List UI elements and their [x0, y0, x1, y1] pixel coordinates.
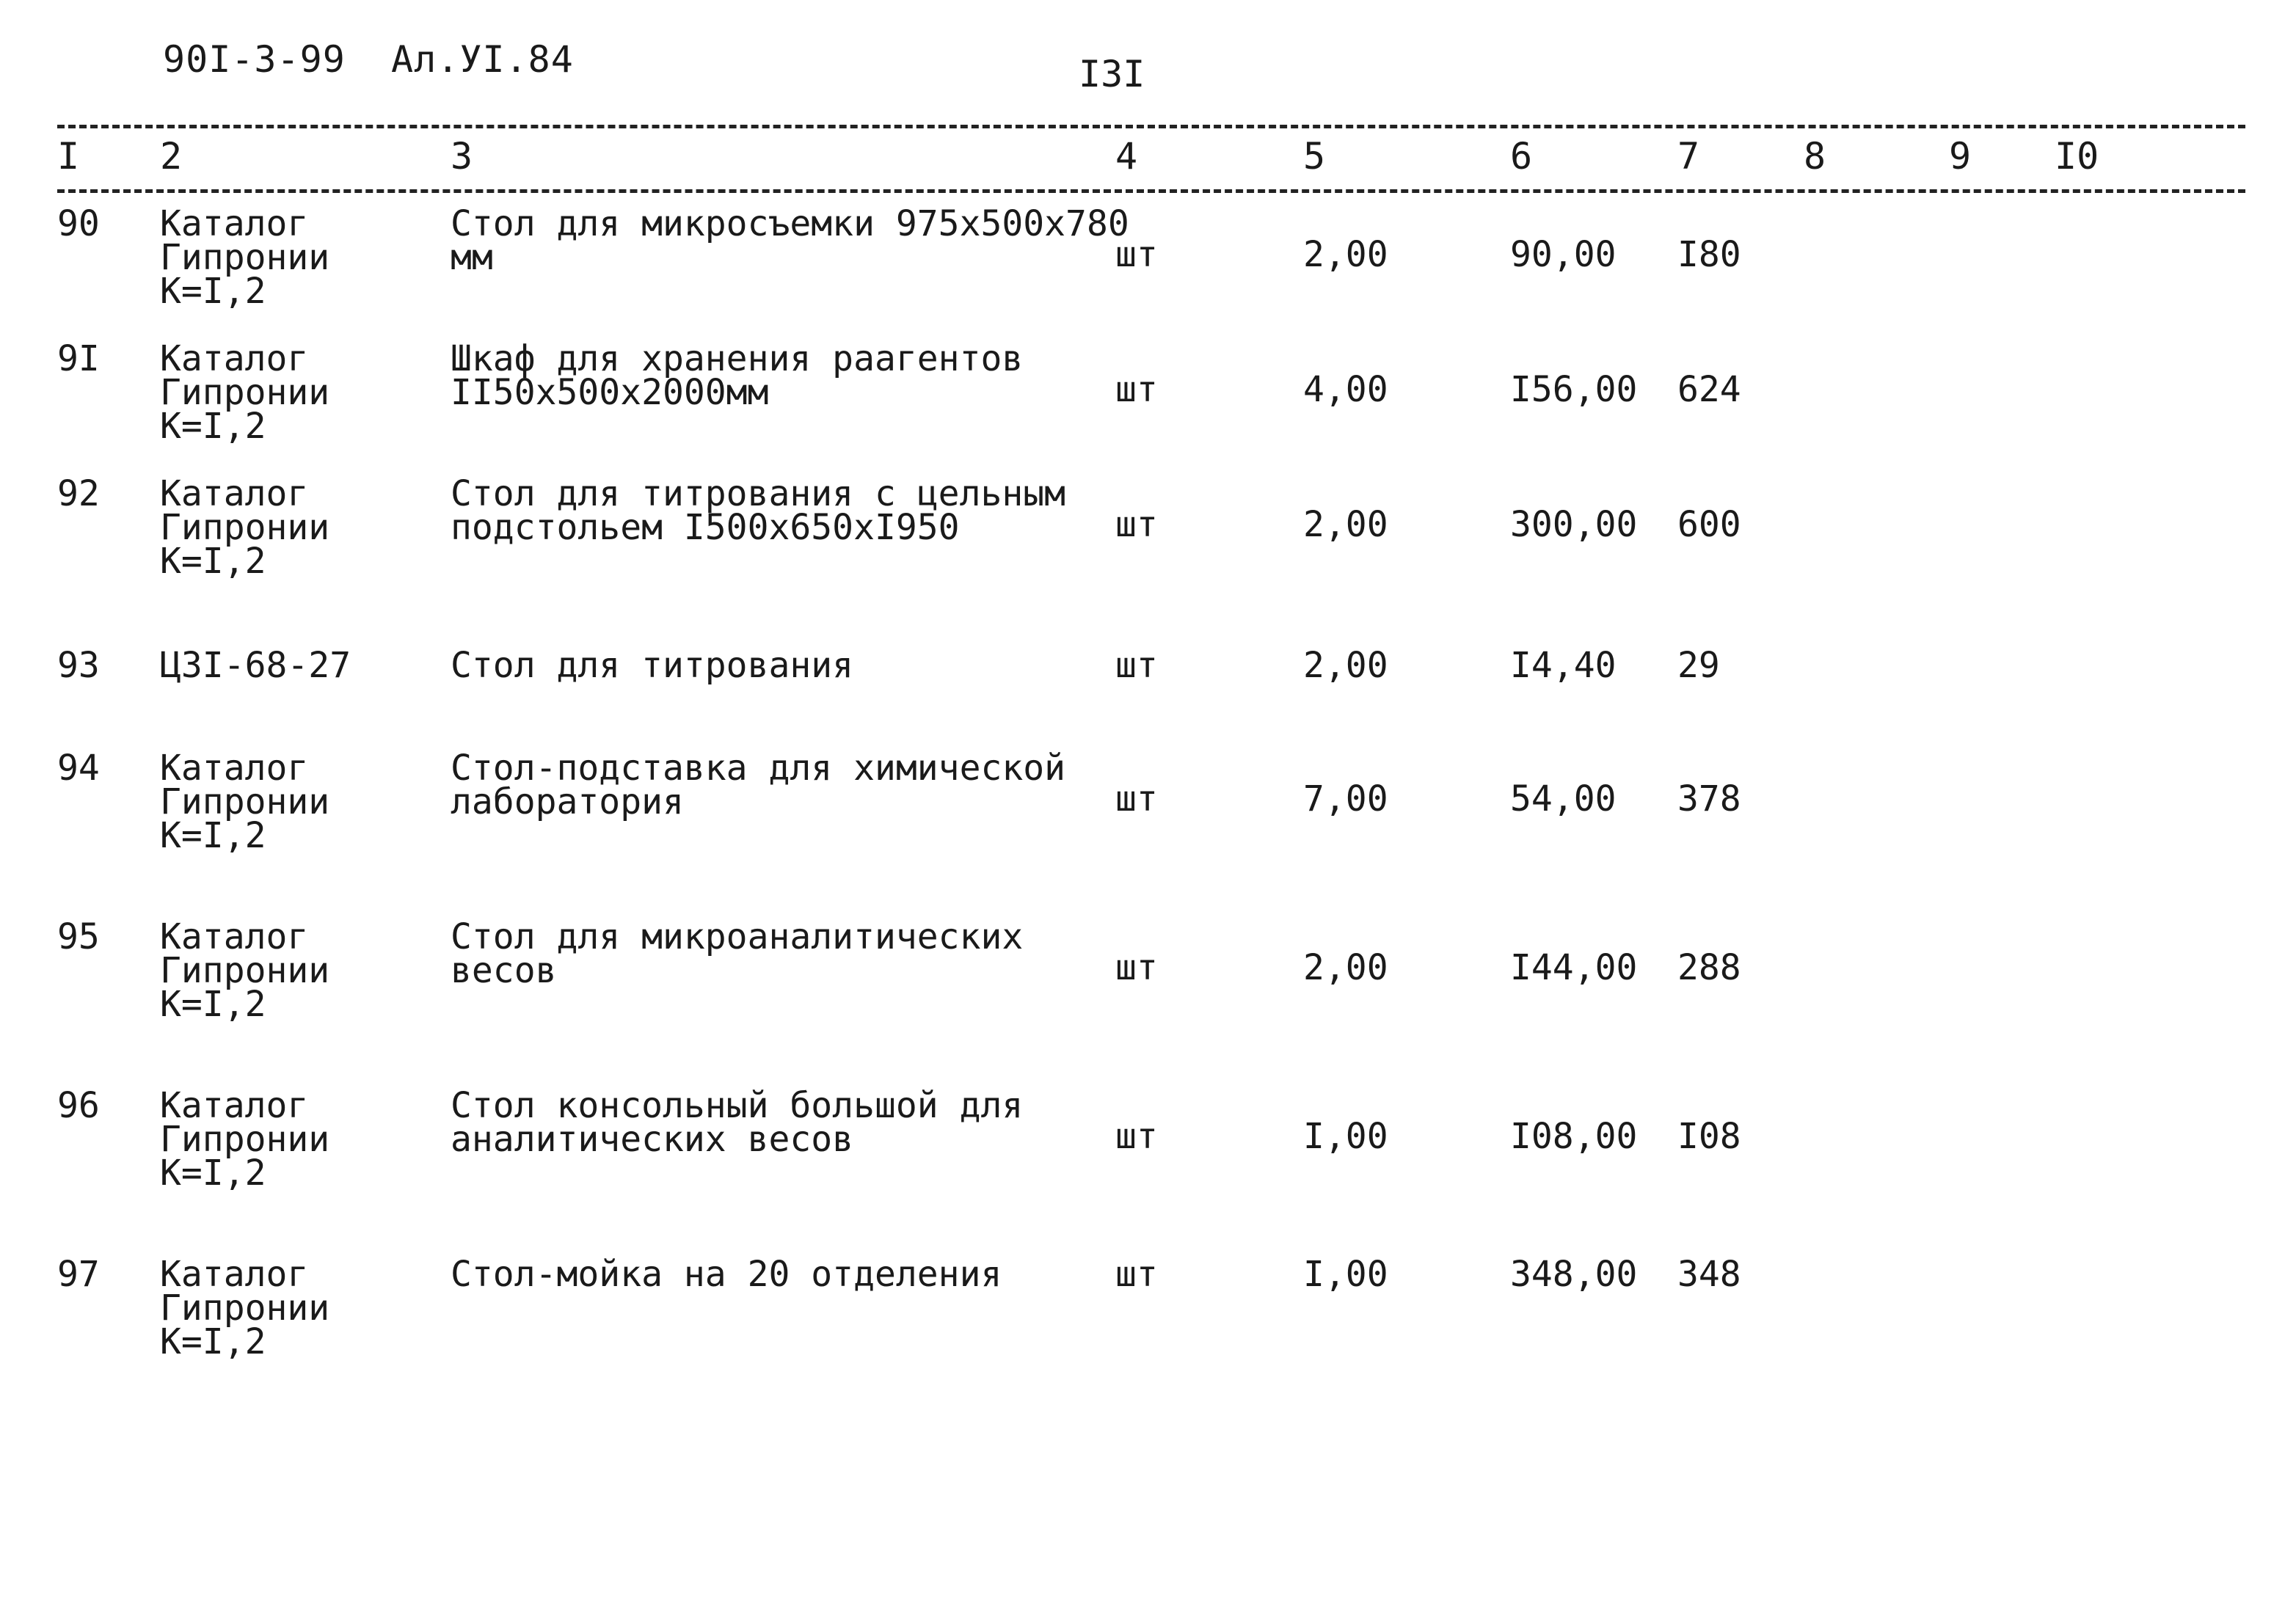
row-unit: шт [1115, 504, 1158, 545]
row-source: Каталог Гипронии К=I,2 [160, 1085, 330, 1194]
row-total: 624 [1677, 369, 1741, 410]
column-header-4: 4 [1115, 135, 1138, 178]
table-row [0, 338, 2296, 489]
row-price: 90,00 [1510, 234, 1617, 275]
row-total: 378 [1677, 778, 1741, 819]
row-total: I80 [1677, 234, 1741, 275]
row-price: I08,00 [1510, 1116, 1638, 1157]
row-unit: шт [1115, 778, 1158, 819]
row-quantity: 2,00 [1303, 947, 1388, 988]
row-quantity: 2,00 [1303, 645, 1388, 686]
column-header-8: 8 [1804, 135, 1826, 178]
column-header-5: 5 [1303, 135, 1326, 178]
row-price: 348,00 [1510, 1254, 1638, 1295]
row-name: Стол-мойка на 20 отделения [451, 1254, 1002, 1295]
row-number: 90 [57, 203, 100, 244]
row-price: I56,00 [1510, 369, 1638, 410]
table-row [0, 473, 2296, 624]
row-number: 92 [57, 473, 100, 514]
row-name: Стол для микросъемки 975х500х780 мм [451, 203, 1129, 278]
row-unit: шт [1115, 1254, 1158, 1295]
row-name: Стол консольный большой для аналитических весов [451, 1085, 1024, 1160]
row-unit: шт [1115, 1116, 1158, 1157]
row-unit: шт [1115, 947, 1158, 988]
row-name: Шкаф для хранения раагентов II50х500х2000мм [451, 338, 1024, 413]
row-name: Стол-подставка для химической лаборатория [451, 748, 1066, 822]
row-total: I08 [1677, 1116, 1741, 1157]
table-row [0, 1254, 2296, 1404]
column-header-7: 7 [1677, 135, 1700, 178]
row-quantity: 7,00 [1303, 778, 1388, 819]
table-top-rule [57, 125, 2245, 128]
row-total: 29 [1677, 645, 1720, 686]
row-source: Каталог Гипронии К=I,2 [160, 473, 330, 582]
row-quantity: I,00 [1303, 1254, 1388, 1295]
document-code: 90I-3-99 Ал.УI.84 [163, 38, 574, 81]
row-name: Стол для титрования [451, 645, 854, 686]
row-price: I4,40 [1510, 645, 1617, 686]
row-source: Каталог Гипронии К=I,2 [160, 338, 330, 447]
table-header-rule [57, 189, 2245, 193]
table-row [0, 1085, 2296, 1235]
row-name: Стол для микроаналитических весов [451, 916, 1024, 991]
row-price: 54,00 [1510, 778, 1617, 819]
row-source: Каталог Гипронии К=I,2 [160, 1254, 330, 1362]
row-quantity: I,00 [1303, 1116, 1388, 1157]
column-header-6: 6 [1510, 135, 1533, 178]
row-price: 300,00 [1510, 504, 1638, 545]
column-header-1: I [57, 135, 80, 178]
row-number: 94 [57, 748, 100, 789]
row-quantity: 2,00 [1303, 234, 1388, 275]
row-quantity: 2,00 [1303, 504, 1388, 545]
table-row [0, 916, 2296, 1067]
row-source: Каталог Гипронии К=I,2 [160, 916, 330, 1025]
row-total: 288 [1677, 947, 1741, 988]
page-number: I3I [1079, 53, 1145, 95]
row-number: 93 [57, 645, 100, 686]
row-number: 95 [57, 916, 100, 957]
row-unit: шт [1115, 234, 1158, 275]
row-number: 9I [57, 338, 100, 379]
column-header-10: I0 [2055, 135, 2099, 178]
row-unit: шт [1115, 369, 1158, 410]
row-source: Каталог Гипронии К=I,2 [160, 748, 330, 856]
column-header-3: 3 [451, 135, 473, 178]
row-source: Каталог Гипронии К=I,2 [160, 203, 330, 312]
row-total: 600 [1677, 504, 1741, 545]
row-price: I44,00 [1510, 947, 1638, 988]
row-number: 96 [57, 1085, 100, 1126]
column-header-9: 9 [1949, 135, 1972, 178]
column-header-2: 2 [160, 135, 183, 178]
row-source: Ц3I-68-27 [160, 645, 351, 686]
table-row [0, 748, 2296, 898]
row-number: 97 [57, 1254, 100, 1295]
row-name: Стол для титрования с цельным подстольем I500х650хI950 [451, 473, 1066, 548]
row-unit: шт [1115, 645, 1158, 686]
row-total: 348 [1677, 1254, 1741, 1295]
table-row [0, 203, 2296, 354]
row-quantity: 4,00 [1303, 369, 1388, 410]
